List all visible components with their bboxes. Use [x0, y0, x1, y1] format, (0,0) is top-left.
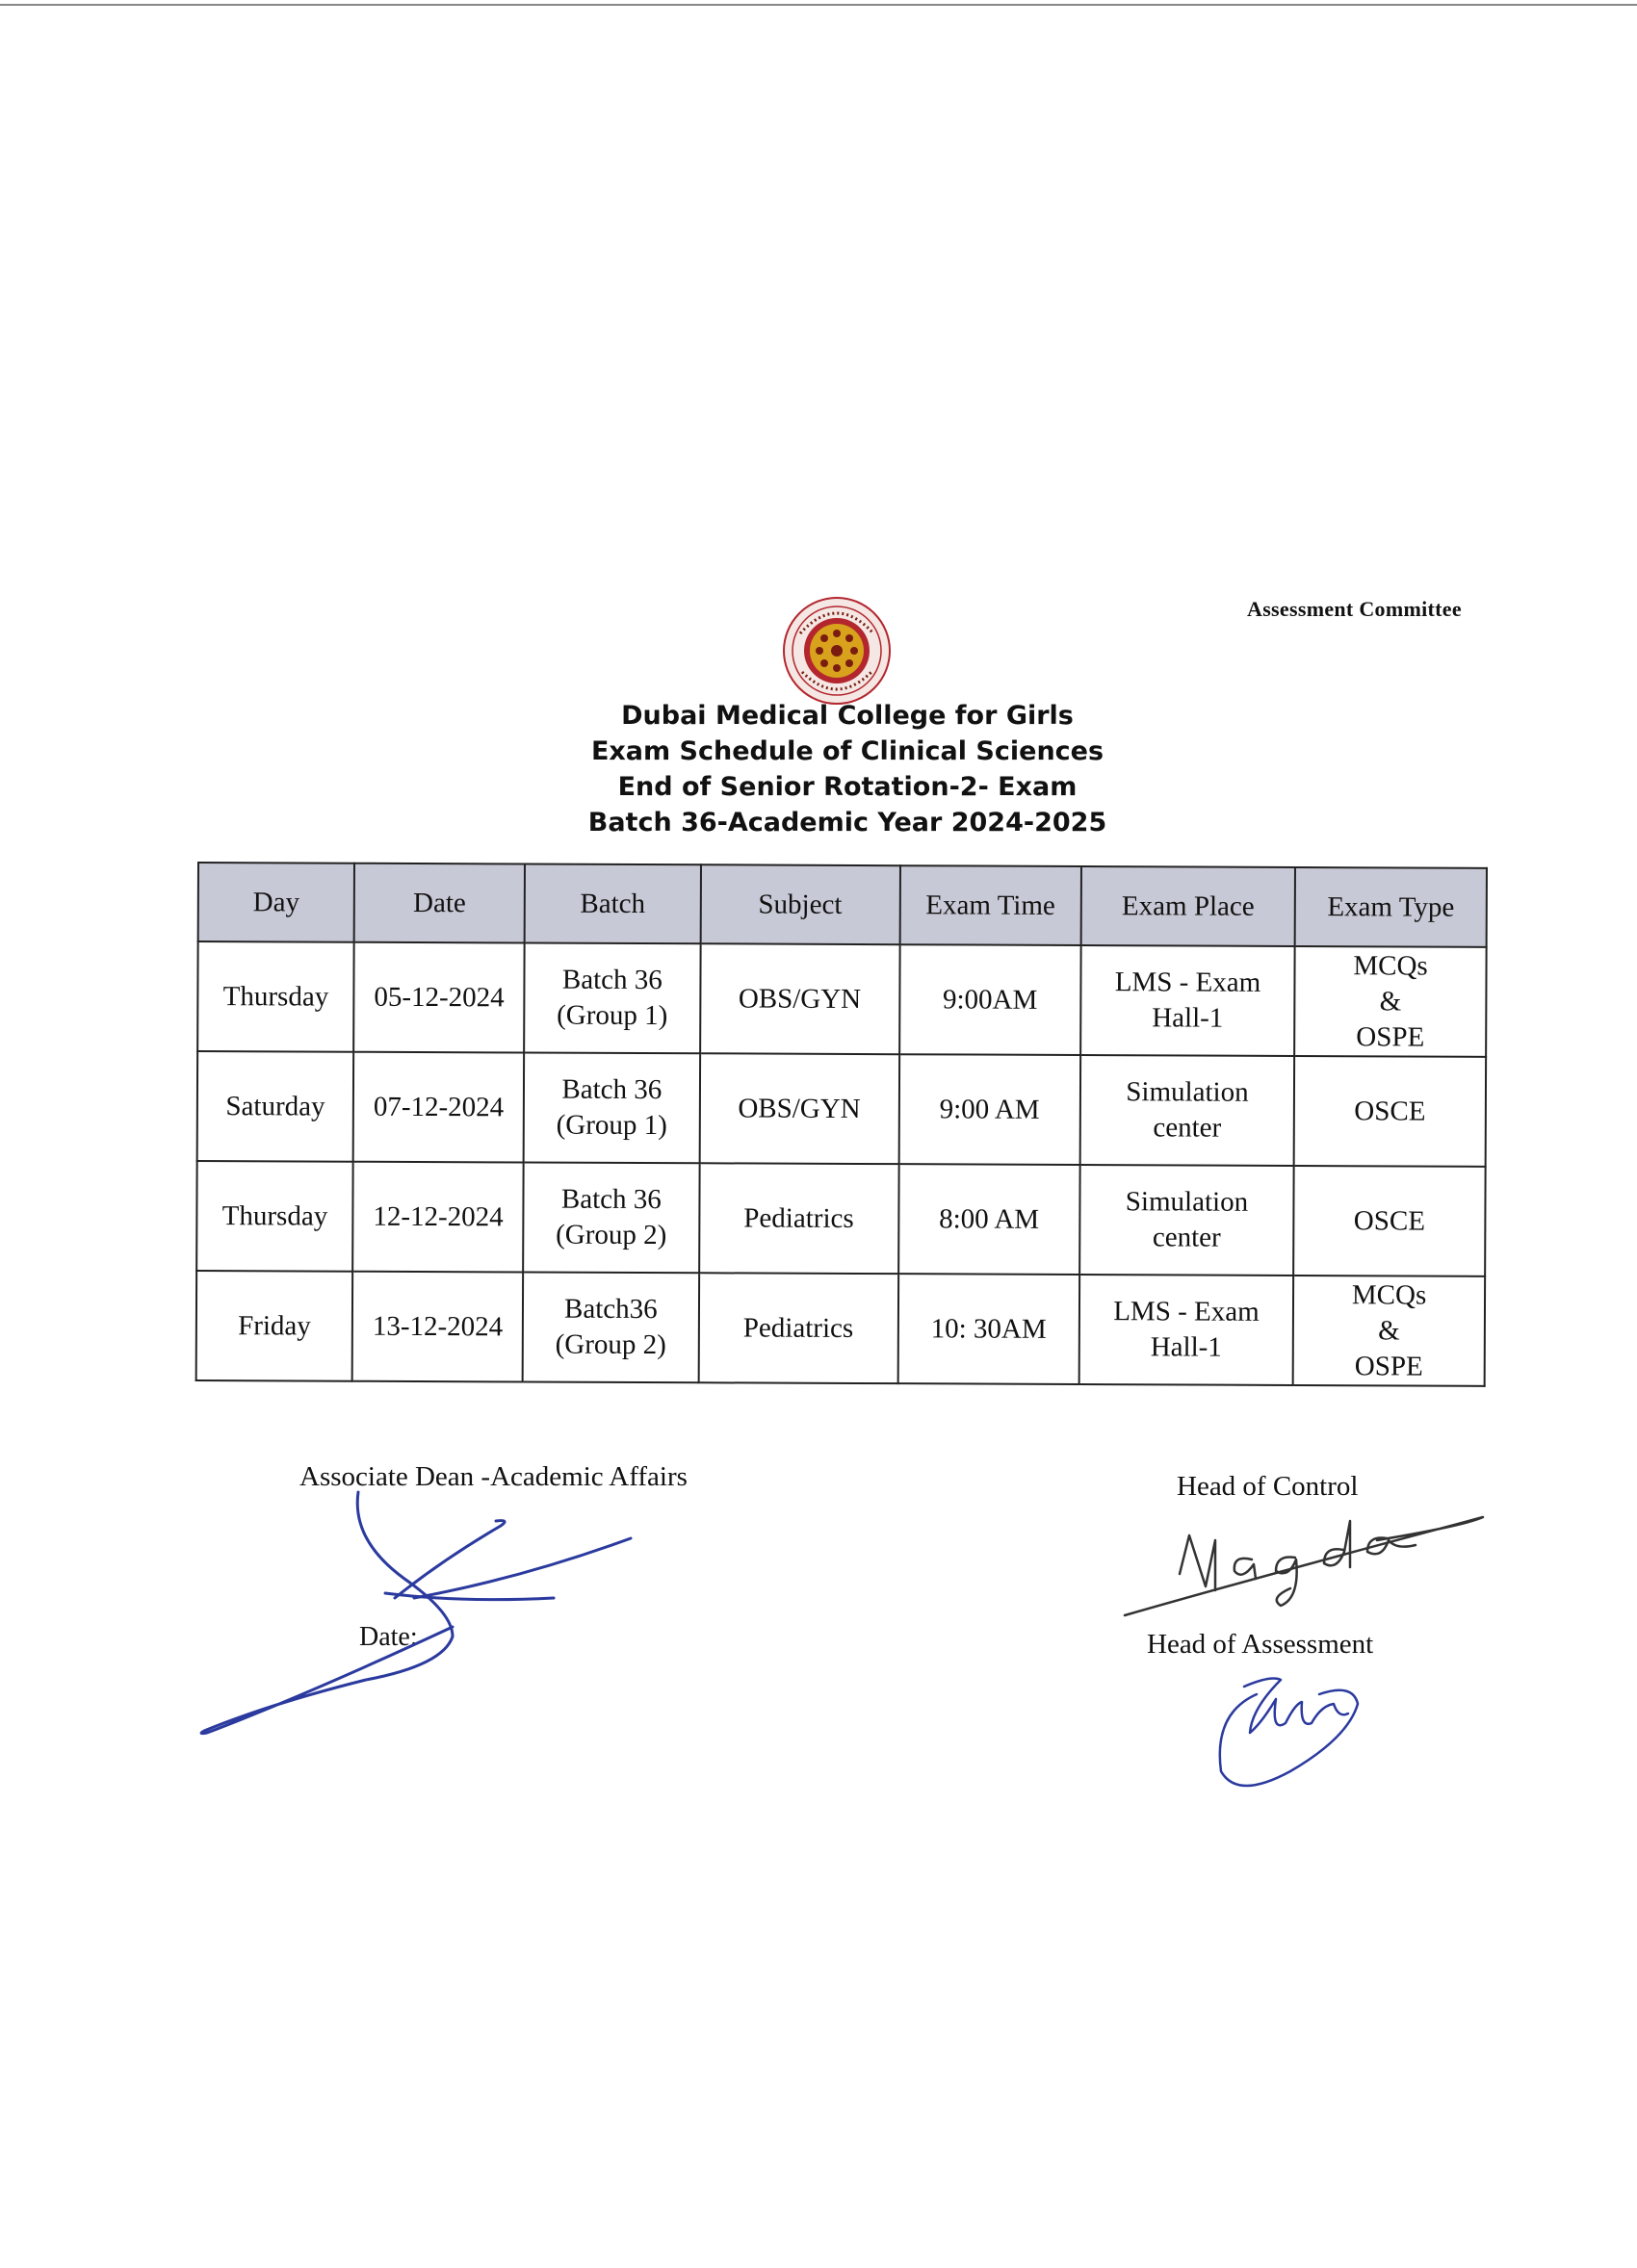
cell-exam-time: 9:00 AM — [898, 1054, 1080, 1165]
cell-subject: Pediatrics — [698, 1273, 897, 1383]
date-label: Date: — [359, 1622, 418, 1652]
cell-day: Thursday — [197, 941, 354, 1052]
batch-line: Batch 36 — [561, 964, 663, 996]
place-line: LMS - Exam — [1113, 1296, 1260, 1327]
cell-subject: Pediatrics — [699, 1163, 898, 1274]
place-line: center — [1152, 1222, 1221, 1253]
cell-subject: OBS/GYN — [700, 943, 899, 1054]
type-line: OSPE — [1354, 1350, 1423, 1382]
column-header-subject: Subject — [700, 864, 899, 944]
cell-date: 13-12-2024 — [352, 1272, 523, 1382]
type-line: MCQs — [1351, 1278, 1427, 1311]
column-header-date: Date — [354, 863, 525, 943]
batch-line: Batch 36 — [560, 1183, 662, 1216]
type-line: & — [1379, 985, 1402, 1017]
cell-date: 12-12-2024 — [352, 1162, 523, 1273]
head-of-control-label: Head of Control — [1177, 1471, 1359, 1502]
cell-exam-type: OSCE — [1294, 1056, 1486, 1167]
place-line: center — [1153, 1112, 1222, 1144]
batch-line: Batch 36 — [561, 1073, 663, 1106]
place-line: Simulation — [1126, 1076, 1249, 1108]
cell-day: Friday — [196, 1271, 353, 1381]
place-line: Hall-1 — [1152, 1002, 1224, 1034]
column-header-day: Day — [198, 863, 355, 942]
batch-line: Batch36 — [564, 1293, 658, 1326]
cell-date: 07-12-2024 — [353, 1052, 524, 1163]
dean-signature — [201, 1492, 631, 1734]
column-header-exam-type: Exam Type — [1295, 867, 1487, 947]
cell-exam-time: 10: 30AM — [897, 1274, 1079, 1384]
cell-exam-type: OSCE — [1293, 1166, 1485, 1276]
cell-subject: OBS/GYN — [699, 1053, 898, 1164]
cell-exam-time: 8:00 AM — [898, 1164, 1080, 1275]
column-header-exam-place: Exam Place — [1081, 866, 1295, 946]
type-line: MCQs — [1353, 949, 1428, 982]
cell-exam-time: 9:00AM — [899, 944, 1081, 1055]
title-rotation: End of Senior Rotation-2- Exam — [617, 772, 1078, 802]
type-line: OSPE — [1356, 1020, 1425, 1053]
magda-signature — [1125, 1517, 1483, 1615]
title-batch-year: Batch 36-Academic Year 2024-2025 — [587, 808, 1107, 838]
place-line: LMS - Exam — [1114, 966, 1261, 998]
group-line: (Group 1) — [556, 1109, 667, 1142]
head-of-assessment-label: Head of Assessment — [1147, 1629, 1374, 1660]
group-line: (Group 1) — [557, 999, 668, 1032]
group-line: (Group 2) — [556, 1219, 667, 1251]
column-header-exam-time: Exam Time — [899, 865, 1081, 945]
place-line: Simulation — [1125, 1186, 1249, 1218]
assessment-signature — [1220, 1679, 1358, 1786]
associate-dean-label: Associate Dean -Academic Affairs — [299, 1461, 688, 1492]
place-line: Hall-1 — [1150, 1331, 1222, 1363]
cell-date: 05-12-2024 — [353, 942, 524, 1053]
cell-day: Saturday — [197, 1051, 354, 1162]
title-schedule: Exam Schedule of Clinical Sciences — [590, 736, 1104, 766]
committee-label: Assessment Committee — [1247, 597, 1462, 621]
group-line: (Group 2) — [555, 1328, 666, 1361]
type-line: & — [1378, 1314, 1400, 1346]
title-college: Dubai Medical College for Girls — [621, 701, 1074, 731]
column-header-batch: Batch — [525, 863, 701, 943]
cell-day: Thursday — [196, 1161, 353, 1272]
